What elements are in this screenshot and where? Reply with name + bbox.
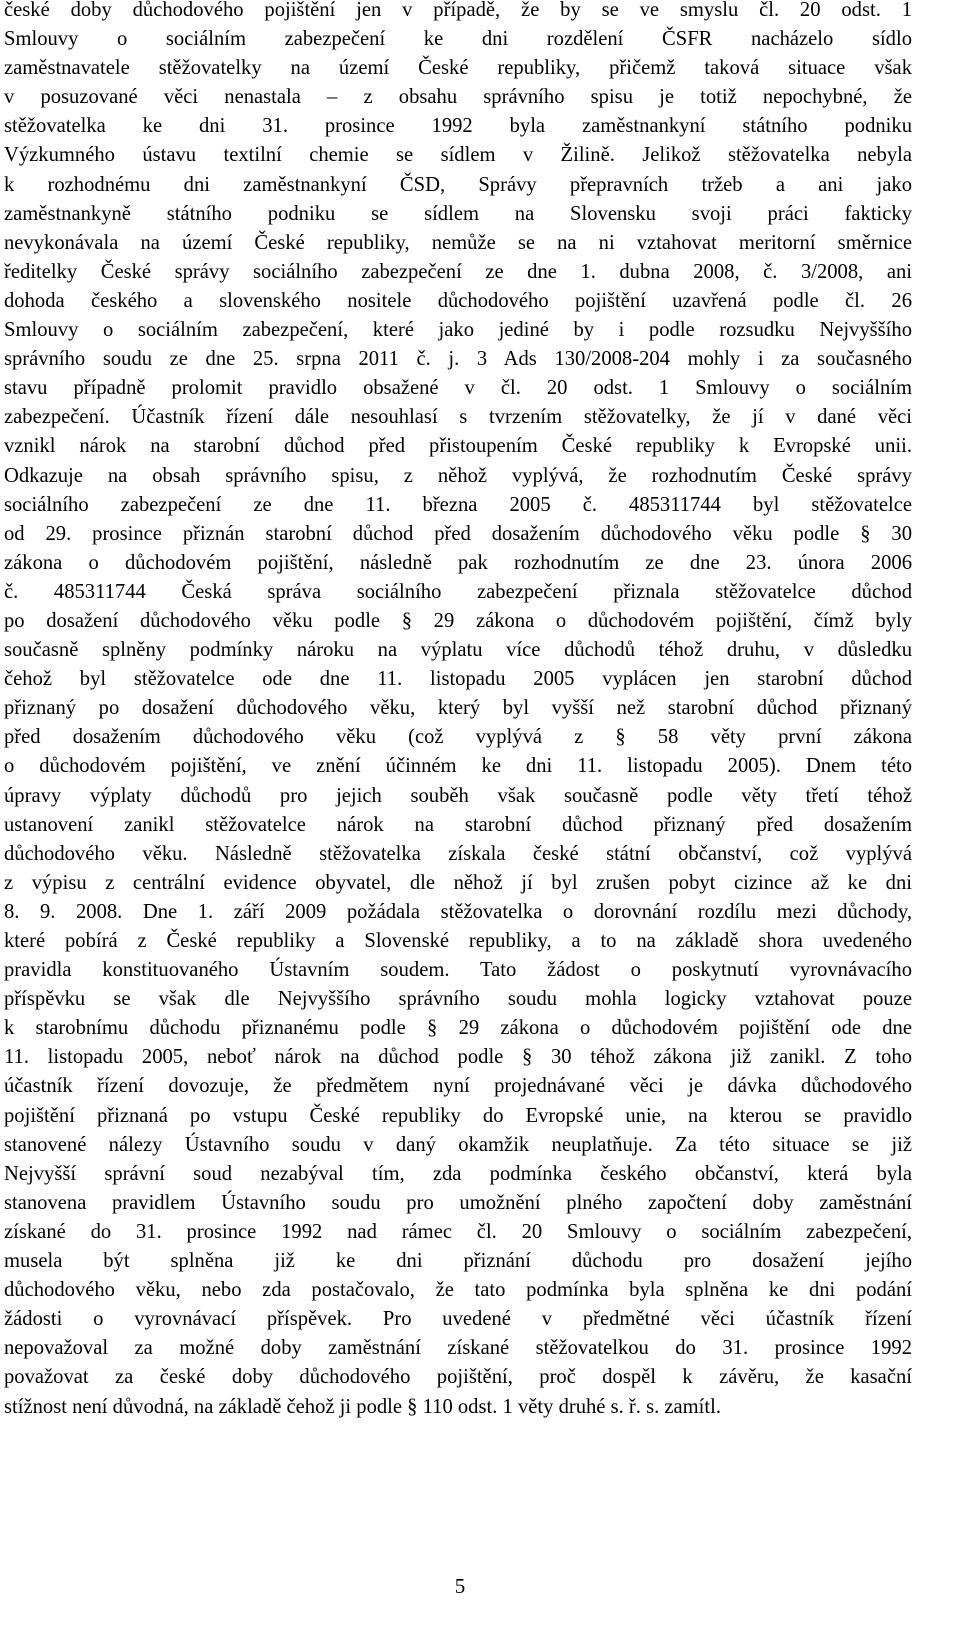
- text-line: o důchodovém pojištění, ve znění účinném ke dni 11. listopadu 2005). Dnem této: [4, 755, 912, 778]
- text-line: Smlouvy o sociálním zabezpečení, které jako jediné by i podle rozsudku Nejvyššího: [4, 319, 912, 342]
- text-line: které pobírá z České republiky a Slovenské republiky, a to na základě shora uvedeného: [4, 930, 912, 952]
- text-line: žádosti o vyrovnávací příspěvek. Pro uvedené v předmětné věci účastník řízení: [4, 1308, 912, 1331]
- text-line: Odkazuje na obsah správního spisu, z něhož vyplývá, že rozhodnutím České správy: [4, 464, 912, 487]
- text-line: současně splněny podmínky nároku na výplatu více důchodů téhož druhu, v důsledku: [4, 639, 912, 662]
- text-line: získané do 31. prosince 1992 nad rámec čl. 20 Smlouvy o sociálním zabezpečení,: [4, 1220, 912, 1243]
- text-line: stanovené nálezy Ústavního soudu v daný okamžik neuplatňuje. Za této situace se již: [4, 1133, 912, 1156]
- text-line: 8. 9. 2008. Dne 1. září 2009 požádala stěžovatelka o dorovnání rozdílu mezi důchody,: [4, 900, 912, 923]
- text-line: Výzkumného ústavu textilní chemie se sídlem v Žilině. Jelikož stěžovatelka nebyla: [4, 144, 912, 167]
- text-line: vznikl nárok na starobní důchod před přistoupením České republiky k Evropské unii.: [4, 435, 912, 458]
- text-line: pravidla konstituovaného Ústavním soudem. Tato žádost o poskytnutí vyrovnávacího: [4, 959, 912, 982]
- text-line: po dosažení důchodového věku podle § 29 zákona o důchodovém pojištění, čímž byly: [4, 609, 912, 632]
- text-line: nepovažoval za možné doby zaměstnání získané stěžovatelkou do 31. prosince 1992: [4, 1337, 912, 1360]
- text-line: 11. listopadu 2005, neboť nárok na důchod podle § 30 téhož zákona již zanikl. Z toho: [4, 1046, 912, 1069]
- text-line: důchodového věku. Následně stěžovatelka získala české státní občanství, což vyplývá: [4, 842, 912, 865]
- text-line: ředitelky České správy sociálního zabezpečení ze dne 1. dubna 2008, č. 3/2008, ani: [4, 260, 912, 283]
- text-line: stavu případně prolomit pravidlo obsažené v čl. 20 odst. 1 Smlouvy o sociálním: [4, 377, 912, 400]
- text-line: Smlouvy o sociálním zabezpečení ke dni rozdělení ČSFR nacházelo sídlo: [4, 28, 912, 51]
- text-line: sociálního zabezpečení ze dne 11. března 2005 č. 485311744 byl stěžovatelce: [4, 493, 912, 516]
- text-line: zaměstnavatele stěžovatelky na území České republiky, přičemž taková situace však: [4, 57, 912, 80]
- text-line: Nejvyšší správní soud nezabýval tím, zda podmínka českého občanství, která byla: [4, 1162, 912, 1185]
- text-line: české doby důchodového pojištění jen v případě, že by se ve smyslu čl. 20 odst. 1: [4, 0, 912, 21]
- text-line: pojištění přiznaná po vstupu České republiky do Evropské unie, na kterou se pravidlo: [4, 1104, 912, 1127]
- text-line: dohoda českého a slovenského nositele důchodového pojištění uzavřená podle čl. 26: [4, 289, 912, 312]
- text-line: účastník řízení dovozuje, že předmětem nyní projednávané věci je dávka důchodového: [4, 1075, 912, 1098]
- text-line: k starobnímu důchodu přiznanému podle § 29 zákona o důchodovém pojištění ode dne: [4, 1017, 912, 1040]
- text-line: stížnost není důvodná, na základě čehož ji podle § 110 odst. 1 věty druhé s. ř. s. zamítl.: [4, 1395, 721, 1418]
- page-number: 5: [454, 1574, 466, 1598]
- text-line: k rozhodnému dni zaměstnankyní ČSD, Správy přepravních tržeb a ani jako: [4, 173, 912, 196]
- text-line: příspěvku se však dle Nejvyššího správního soudu mohla logicky vztahovat pouze: [4, 988, 912, 1011]
- text-line: č. 485311744 Česká správa sociálního zabezpečení přiznala stěžovatelce důchod: [4, 580, 912, 603]
- text-line: stěžovatelka ke dni 31. prosince 1992 byla zaměstnankyní státního podniku: [4, 115, 912, 138]
- text-line: zaměstnankyně státního podniku se sídlem na Slovensku svoji práci fakticky: [4, 202, 912, 225]
- text-line: před dosažením důchodového věku (což vyplývá z § 58 věty první zákona: [4, 726, 912, 749]
- text-line: ustanovení zanikl stěžovatelce nárok na starobní důchod přiznaný před dosažením: [4, 813, 912, 836]
- text-line: zabezpečení. Účastník řízení dále nesouhlasí s tvrzením stěžovatelky, že jí v dané věci: [4, 406, 912, 429]
- text-line: zákona o důchodovém pojištění, následně pak rozhodnutím ze dne 23. února 2006: [4, 551, 912, 574]
- text-line: úpravy výplaty důchodů pro jejich souběh však současně podle věty třetí téhož: [4, 784, 912, 807]
- text-line: v posuzované věci nenastala – z obsahu správního spisu je totiž nepochybné, že: [4, 86, 912, 109]
- text-line: od 29. prosince přiznán starobní důchod před dosažením důchodového věku podle § 30: [4, 522, 912, 545]
- text-line: považovat za české doby důchodového pojištění, proč dospěl k závěru, že kasační: [4, 1366, 912, 1389]
- text-line: přiznaný po dosažení důchodového věku, který byl vyšší než starobní důchod přiznaný: [4, 697, 912, 720]
- text-line: správního soudu ze dne 25. srpna 2011 č. j. 3 Ads 130/2008-204 mohly i za současného: [4, 348, 912, 371]
- text-line: stanovena pravidlem Ústavního soudu pro umožnění plného započtení doby zaměstnání: [4, 1191, 912, 1214]
- text-line: nevykonávala na území České republiky, nemůže se na ni vztahovat meritorní směrnice: [4, 231, 912, 254]
- text-line: čehož byl stěžovatelce ode dne 11. listopadu 2005 vyplácen jen starobní důchod: [4, 668, 912, 691]
- text-line: musela být splněna již ke dni přiznání důchodu pro dosažení jejího: [4, 1250, 912, 1273]
- text-line: z výpisu z centrální evidence obyvatel, dle něhož jí byl zrušen pobyt cizince až ke dni: [4, 871, 912, 894]
- body-paragraph: [4, 0, 912, 1422]
- text-line: důchodového věku, nebo zda postačovalo, že tato podmínka byla splněna ke dni podání: [4, 1279, 912, 1302]
